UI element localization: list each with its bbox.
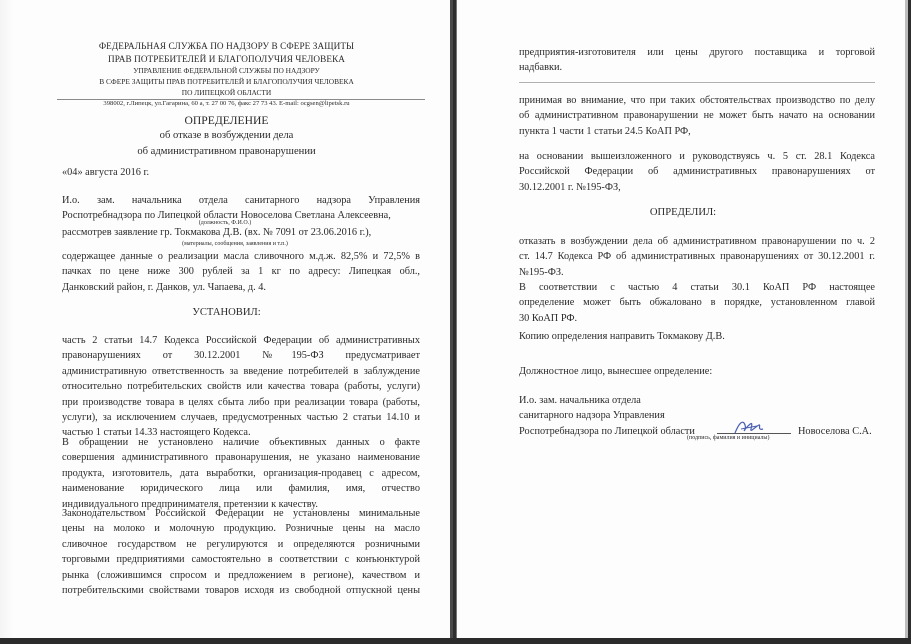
decision-line: отказать в возбуждении дела об административном правонарушении по ч. 2 [519,236,875,247]
basis-line: 30.12.2001 г. №195-ФЗ, [519,181,621,193]
continuation-line: предприятия-изготовителя или цены другого поставщика и торговой [519,47,875,58]
basis-block [519,149,875,195]
para3-line: торговыми предприятиями самостоятельно в соответствии с конъюнктурой [62,554,420,566]
para3-line: рынка (сложившимся спросом и предложением в регионе), качеством и [62,569,420,581]
section-established: УСТАНОВИЛ: [192,307,261,318]
para2-line: наименование юридического лица или фамилия, имя, отчество [62,483,420,495]
content-line-3: Данковский район, г. Данков, ул. Чапаева, д. 4. [62,281,267,293]
signatory-line: И.о. зам. начальника отдела [519,395,641,406]
para3-line: Законодательством Российской Федерации не установлены минимальные [62,508,420,519]
signature-icon [717,417,791,437]
para3-line: сливочное государством не регулируются и определяются розничными [62,538,420,550]
para2-line: совершения административного правонарушения, не указано наименование [62,452,420,464]
para1-line: частью 1 статьи 14.33 настоящего Кодекса. [62,427,251,439]
document-date: «04» августа 2016 г. [62,167,150,178]
dept-line-2: В СФЕРЕ ЗАЩИТЫ ПРАВ ПОТРЕБИТЕЛЕЙ И БЛАГОПОЛУЧИЯ ЧЕЛОВЕКА [99,77,354,86]
official-heading: Должностное лицо, вынесшее определение: [519,366,713,377]
para1-line: административную ответственность за введение потребителей в заблуждение [62,365,420,377]
signer-name: Новоселова С.А. [798,426,872,437]
signatory-block [519,393,695,439]
decision-line: ст. 14.7 Кодекса РФ об административных правонарушениях от 30.12.2001 г. [519,251,875,263]
scan-bottom-edge [0,638,911,644]
considering-block [519,93,875,139]
review-caption: (материалы, сообщения, заявления и т.п.) [182,241,288,247]
continuation-line: надбавки. [519,62,563,74]
considering-line: принимая во внимание, что при таких обстоятельствах производство по делу [519,95,875,106]
signatory-line: санитарного надзора Управления [519,410,665,422]
para1-line: при производстве товара в целях сбыта либо при реализации товара (работы, [62,396,420,408]
document-page-left [0,0,453,638]
decision-line: №195-ФЗ. [519,266,564,278]
document-subtitle [0,128,453,160]
para2-line: продукта, изготовитель, дата выработки, организация-продавец с адресом, [62,467,420,479]
official-line-1: И.о. зам. начальника отдела санитарного надзора Управления [62,195,420,206]
continuation-block [519,45,875,76]
appeal-line: определение может быть обжаловано в порядке, установленном главой [519,297,875,309]
para1-line: часть 2 статьи 14.7 Кодекса Российской Федерации об административных [62,335,420,346]
department-header [0,65,453,98]
section-divider [519,82,875,83]
para1-line: относительно потребительских свойств или качества товара (работы, услуги) [62,381,420,393]
considering-line: пункта 1 части 1 статьи 24.5 КоАП РФ, [519,125,691,137]
basis-line: на основании вышеизложенного и руководствуясь ч. 5 ст. 28.1 Кодекса [519,151,875,162]
signatory-line: Роспотребнадзора по Липецкой области [519,425,695,437]
considering-line: об административном правонарушении не может быть начато на основании [519,110,875,122]
copy-note: Копию определения направить Токмакову Д.В. [519,331,725,342]
appeal-line: 30 КоАП РФ. [519,312,578,324]
para2-line: индивидуального предпринимателя, претензии к качеству. [62,498,318,510]
section-determined: ОПРЕДЕЛИЛ: [649,207,717,218]
para1-line: услуги), за исключением случаев, предусмотренных частью 2 статьи 14.10 и [62,412,420,424]
dept-line-3: ПО ЛИПЕЦКОЙ ОБЛАСТИ [181,88,272,97]
review-line: рассмотрев заявление гр. Токмакова Д.В. (вх. № 7091 от 23.06.2016 г.), [62,227,372,238]
dept-line-1: УПРАВЛЕНИЕ ФЕДЕРАЛЬНОЙ СЛУЖБЫ ПО НАДЗОРУ [133,66,320,75]
para2-line: В обращении не установлено наличие объективных данных о факте [62,437,420,448]
signature-caption: (подпись, фамилия и инициалы) [687,435,770,441]
appeal-line: В соответствии с частью 4 статьи 30.1 КоАП РФ настоящее [519,282,875,293]
document-title: ОПРЕДЕЛЕНИЕ [184,114,269,127]
para1-line: правонарушениях от 30.12.2001 №195-ФЗ предусматривает [62,350,420,362]
paragraph-2 [62,435,420,512]
para3-line: потребительскими свойствами товаров исходя из свободной отпускной цены [62,585,420,597]
subtitle-line-1: об отказе в возбуждении дела [159,130,294,141]
subtitle-line-2: об административном правонарушении [137,146,316,157]
content-block [62,249,420,295]
content-line-1: содержащее данные о реализации масла сливочного м.д.ж. 82,5% и 72,5% в [62,251,420,262]
signature-line [717,433,791,434]
agency-address: 398002, г.Липецк, ул.Гагарина, 60 а, т. 27 00 76, факс 27 73 43. E-mail: ocgsen@lipetsk.ru [103,100,350,107]
content-line-2: пачках по цене ниже 300 рублей за 1 кг по адресу: Липецкая обл., [62,266,420,278]
appeal-block [519,280,875,326]
paragraph-3 [62,506,420,598]
paragraph-1 [62,333,420,441]
agency-header [0,40,453,66]
para3-line: цены на молоко и молочную продукцию. Розничные цены на масло [62,523,420,535]
official-caption: (должность, Ф.И.О.) [198,220,252,226]
agency-line-1: ФЕДЕРАЛЬНАЯ СЛУЖБА ПО НАДЗОРУ В СФЕРЕ ЗАЩИТЫ [98,41,355,51]
decision-block [519,234,875,280]
basis-line: Российской Федерации об административных правонарушениях от [519,166,875,178]
official-line-2: Роспотребнадзора по Липецкой области Новоселова Светлана Алексеевна, [62,210,391,222]
document-page-right [456,0,908,638]
agency-line-2: ПРАВ ПОТРЕБИТЕЛЕЙ И БЛАГОПОЛУЧИЯ ЧЕЛОВЕКА [107,54,346,64]
